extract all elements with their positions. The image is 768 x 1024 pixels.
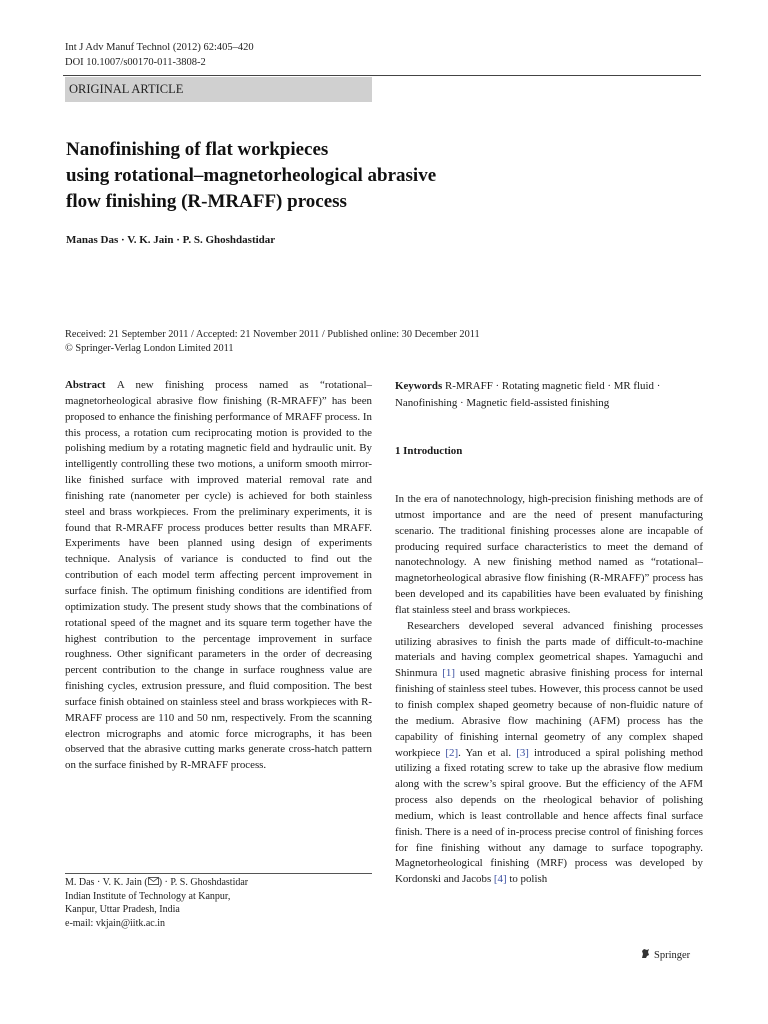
affiliation-authors-a: M. Das · V. K. Jain ( [65, 877, 148, 888]
article-title [66, 137, 626, 215]
received-accepted-dates: Received: 21 September 2011 / Accepted: 21 November 2011 / Published online: 30 December 2011 [65, 329, 480, 340]
copyright-line: © Springer-Verlag London Limited 2011 [65, 343, 234, 354]
title-line: using rotational–magnetorheological abrasive [66, 165, 437, 186]
affiliation-authors [65, 876, 248, 890]
author-list: Manas Das · V. K. Jain · P. S. Ghoshdastidar [66, 234, 276, 246]
publisher-name: Springer [654, 950, 691, 961]
citation-link[interactable]: [3] [516, 746, 529, 759]
intro-paragraph: In the era of nanotechnology, high-precision finishing methods are of utmost importance and are the need of present manufacturing scenario. The traditional finishing processes alone are incapable of producing required surface characteristics to meet the demand of nanotechnology. A new finishing method named as “rotational–magnetorheological abrasive flow finishing (R-MRAFF)” process has been developed and its capabilities have been evaluated by finishing flat stainless steel and brass workpieces. [395, 493, 703, 616]
intro-text: . Yan et al. [458, 746, 517, 759]
abstract-text: A new finishing process named as “rotational–magnetorheological abrasive flow finishing (R-MRAFF)” has been proposed to enhance the finishing performance of MRAFF process. In this process, a rotation cum reciprocating motion is provided to the polishing medium by a rotating magnetic field and hydraulic unit. By intelligently controlling these two motions, a uniform smooth mirror-like finished surface with improved material removal rate and finishing rate (nanometer per cycle) is achieved for both stainless steel and brass workpieces. From the preliminary experiments, it is found that R-MRAFF process produces better results than MRAFF. Experiments have been planned using design of experiments technique. Analysis of variance is conducted to find out the contribution of each model term affecting percent improvement in surface finish. The optimum finishing conditions are identified from optimization study. The present study shows that the combinations of rotational speed of the magnet and its square term together have the highest contribution to the percentage improvement in surface roughness. Other significant parameters in the order of decreasing percent contribution to the change in surface roughness value are finishing cycles, extrusion pressure, and fluid composition. The best surface finish obtained on stainless steel and brass workpieces with R-MRAFF process are 110 and 50 nm, respectively. From the scanning electron micrographs and atomic force micrographs, it has been observed that the abrasive cutting marks generate cross-hatch pattern on the surface finished by R-MRAFF process. [65, 379, 372, 772]
springer-horse-icon [640, 948, 651, 959]
introduction-body [395, 492, 703, 888]
keywords-block [395, 378, 703, 412]
envelope-icon [148, 877, 159, 888]
header-rule [63, 75, 701, 76]
publisher-logo [640, 948, 690, 961]
abstract-block [65, 378, 372, 774]
contact-email[interactable]: e-mail: vkjain@iitk.ac.in [65, 917, 166, 929]
author-affiliation [65, 876, 248, 930]
doi[interactable]: DOI 10.1007/s00170-011-3808-2 [65, 57, 206, 68]
intro-text: introduced a spiral polishing method utilizing a fixed rotating screw to take up the abrasive flow medium along with the screw’s spiral groove. But the efficiency of the AFM process also depends on the rheological behavior of polishing medium, which is least controllable and hence affects final surface finish. There is a need of in-process precise control of finishing forces for fine finishing without any damage to surface topography. Magnetorheological finishing (MRF) process was developed by Kordonski and Jacobs [395, 746, 703, 886]
citation-link[interactable]: [2] [445, 746, 459, 759]
article-type-label: ORIGINAL ARTICLE [65, 77, 372, 102]
institute-city: Kanpur, Uttar Pradesh, India [65, 904, 180, 915]
title-line: Nanofinishing of flat workpieces [66, 139, 329, 160]
intro-text: used magnetic abrasive finishing process for internal finishing of stainless steel tubes. However, this process cannot be used to finish complex shaped geometry because of non-fluidic nature of the medium. Abrasive flow machining (AFM) process has the capability of finishing internal geometry of any complex shaped workpiece [395, 667, 703, 759]
journal-citation: Int J Adv Manuf Technol (2012) 62:405–420 [65, 42, 254, 53]
title-line: flow finishing (R-MRAFF) process [66, 191, 347, 212]
section-heading: 1 Introduction [395, 445, 463, 457]
intro-text: to polish [506, 873, 548, 886]
affiliation-authors-b: ) · P. S. Ghoshdastidar [158, 877, 249, 888]
keywords-text: R-MRAFF · Rotating magnetic field · MR fluid · Nanofinishing · Magnetic field-assisted finishing [395, 380, 661, 409]
abstract-label: Abstract [65, 379, 106, 391]
citation-link[interactable]: [1] [442, 667, 455, 680]
footnote-rule [65, 873, 372, 874]
intro-text: Researchers developed several advanced finishing processes utilizing abrasives to finish the parts made of difficult-to-machine materials and having complex geometrical shapes. Yamaguchi and Shinmura [395, 619, 703, 680]
citation-link[interactable]: [4] [493, 873, 507, 886]
publication-history [65, 328, 480, 356]
institute-name: Indian Institute of Technology at Kanpur, [65, 890, 231, 902]
intro-paragraph [395, 619, 703, 888]
keywords-label: Keywords [395, 380, 443, 392]
